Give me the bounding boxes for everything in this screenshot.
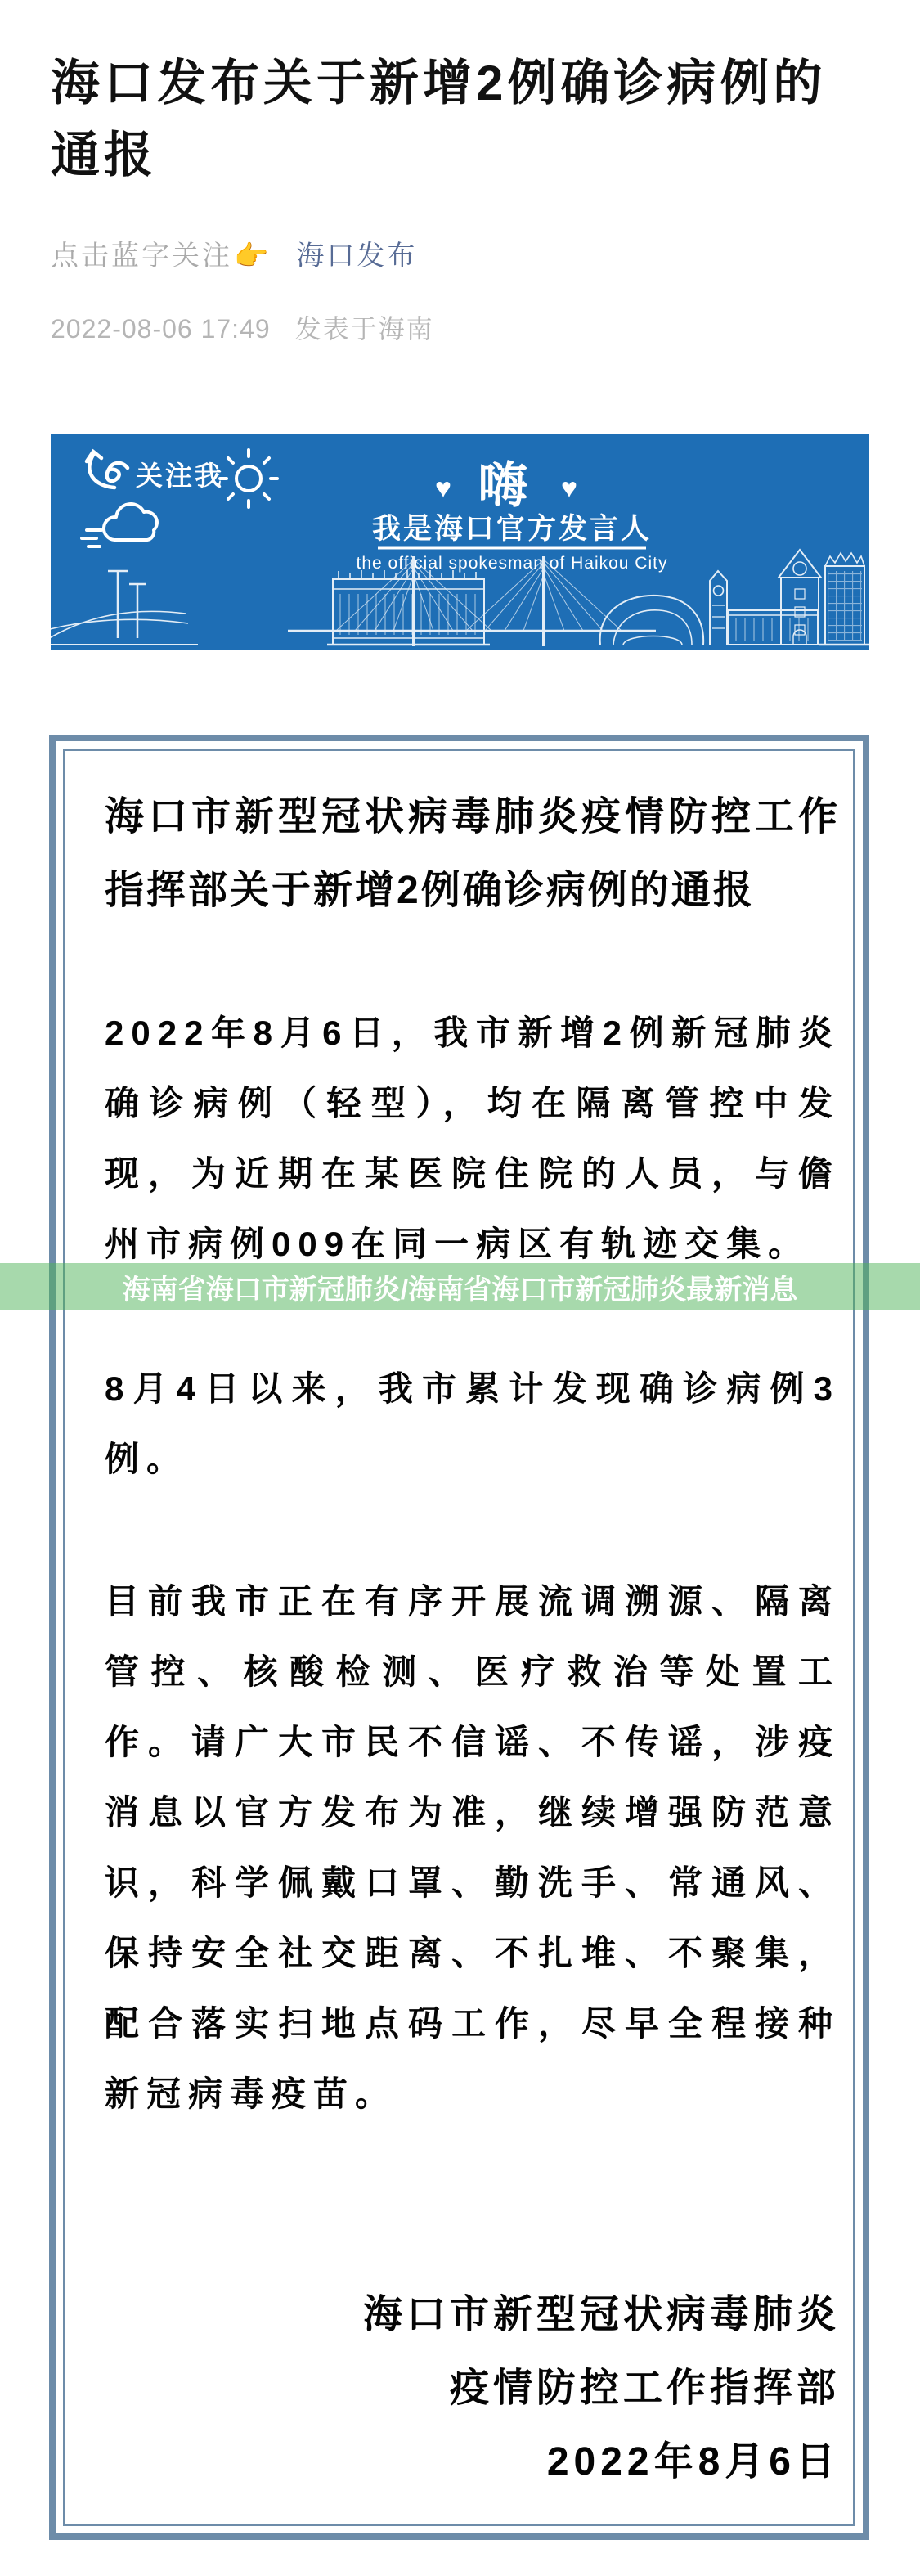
banner-slogan-en: the official spokesman of Haikou City <box>356 554 668 573</box>
banner-slogan-cn: 我是海口官方发言人 <box>371 513 653 545</box>
banner-follow-label: 关注我 <box>136 461 224 491</box>
notice-box-inner-frame <box>63 749 855 2526</box>
publish-location: 发表于海南 <box>294 314 434 344</box>
signature-line: 海口市新型冠状病毒肺炎 <box>362 2293 840 2336</box>
official-account-link[interactable]: 海口发布 <box>296 241 418 272</box>
watermark-banner <box>0 1263 920 1310</box>
heart-icon-right: ♥ <box>560 473 578 504</box>
watermark-text: 海南省海口市新冠肺炎/海南省海口市新冠肺炎最新消息 <box>122 1274 798 1306</box>
banner-greeting-text: 嗨 <box>478 458 527 513</box>
account-meta-row <box>51 239 869 273</box>
article-title: 海口发布关于新增2例确诊病例的通报 <box>51 56 827 182</box>
notice-paragraph: 8月4日以来，我市累计发现确诊病例3例。 <box>105 1369 840 1478</box>
publish-time: 2022-08-06 17:49 <box>51 314 271 344</box>
notice-box <box>49 735 869 2540</box>
pointing-finger-emoji: 👉 <box>234 241 269 272</box>
notice-paragraph: 2022年8月6日，我市新增2例新冠肺炎确诊病例（轻型），均在隔离管控中发现，为近期在某医院住院的人员，与儋州市病例009在同一病区有轨迹交集。 <box>105 1014 840 1263</box>
notice-title: 海口市新型冠状病毒肺炎疫情防控工作指挥部关于新增2例确诊病例的通报 <box>105 795 840 912</box>
notice-paragraph: 目前我市正在有序开展流调溯源、隔离管控、核酸检测、医疗救治等处置工作。请广大市民不信谣、不传谣，涉疫消息以官方发布为准，继续增强防范意识，科学佩戴口罩、勤洗手、常通风、保持安全社交距离、不扎堆、不聚集，配合落实扫地点码工作，尽早全程接种新冠病毒疫苗。 <box>105 1582 840 2113</box>
publish-info-row <box>51 312 869 345</box>
signature-date: 2022年8月6日 <box>546 2440 840 2484</box>
signature-line: 疫情防控工作指挥部 <box>449 2367 840 2410</box>
official-banner-image <box>51 434 869 650</box>
follow-hint-label: 点击蓝字关注 <box>51 241 232 272</box>
heart-icon-left: ♥ <box>434 473 452 504</box>
notice-signature <box>105 2278 840 2499</box>
